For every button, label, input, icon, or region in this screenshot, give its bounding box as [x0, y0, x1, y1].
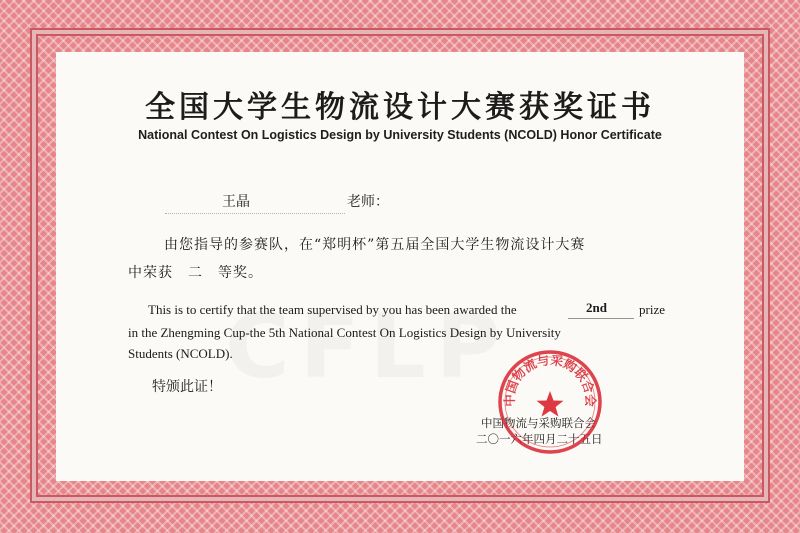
- body-english-prize: prize: [639, 302, 665, 317]
- recipient-title: 老师：: [347, 194, 389, 210]
- body-english-line-2: in the Zhengming Cup-the 5th National Contest On Logistics Design by University: [128, 325, 561, 340]
- recipient-name-underline: [165, 213, 345, 214]
- body-english-line-1: This is to certify that the team supervised by you has been awarded the: [148, 302, 517, 317]
- body-chinese-line-1: 由您指导的参赛队，在“郑明杯”第五届全国大学生物流设计大赛: [164, 237, 586, 253]
- body-english-line-3: Students (NCOLD).: [128, 346, 233, 361]
- body-chinese-line-2: 中荣获 二 等奖。: [128, 265, 263, 281]
- title-chinese: 全国大学生物流设计大赛获奖证书: [145, 90, 655, 125]
- title-english: National Contest On Logistics Design by University Students (NCOLD) Honor Certificate: [138, 128, 662, 142]
- award-place-underline: [568, 318, 634, 319]
- award-place: 2nd: [586, 300, 607, 315]
- issuer: 中国物流与采购联合会: [481, 416, 596, 430]
- seal-text: 中国物流与采购联合会: [501, 352, 599, 407]
- seal-star-icon: [537, 391, 564, 417]
- recipient-name: 王晶: [222, 194, 250, 210]
- closing-statement: 特颁此证！: [152, 379, 222, 395]
- issue-date: 二〇一六年四月二十五日: [476, 432, 603, 446]
- official-seal-stamp: [495, 347, 605, 457]
